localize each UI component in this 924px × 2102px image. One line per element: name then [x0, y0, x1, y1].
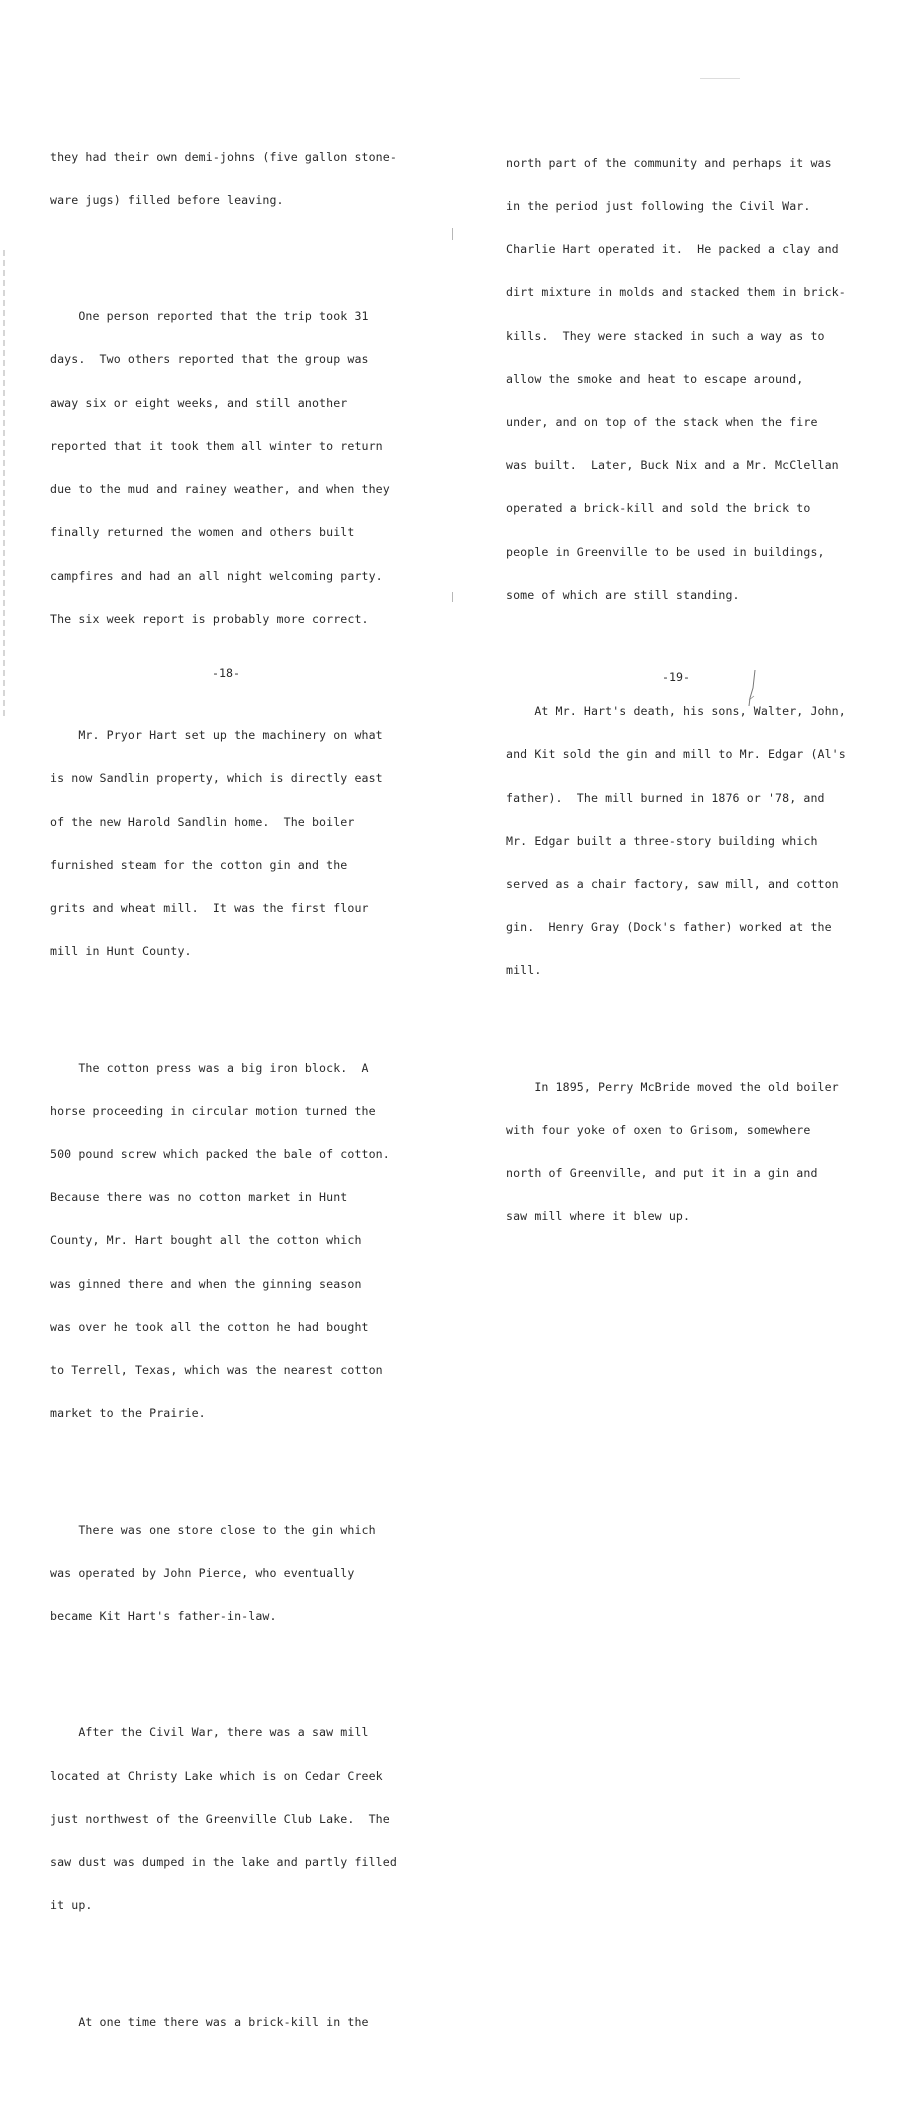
text-line: market to the Prairie. — [50, 1406, 206, 1421]
text-line: In 1895, Perry McBride moved the old boiler — [506, 1079, 839, 1094]
text-line: north part of the community and perhaps it was — [506, 155, 832, 170]
paragraph — [506, 675, 846, 1006]
text-line: There was one store close to the gin which — [50, 1522, 376, 1537]
paragraph — [50, 1986, 397, 2058]
binding-edge — [3, 250, 5, 720]
text-line: of the new Harold Sandlin home. The boiler — [50, 814, 355, 829]
text-line: became Kit Hart's father-in-law. — [50, 1609, 277, 1624]
right-page-text — [506, 98, 846, 1297]
text-line: is now Sandlin property, which is directly east — [50, 771, 383, 786]
text-line: The cotton press was a big iron block. A — [50, 1060, 369, 1075]
text-line: County, Mr. Hart bought all the cotton which — [50, 1233, 362, 1248]
text-line: operated a brick-kill and sold the brick to — [506, 501, 811, 516]
left-page-text — [50, 92, 397, 2102]
text-line: 500 pound screw which packed the bale of cotton. — [50, 1146, 390, 1161]
text-line: days. Two others reported that the group was — [50, 352, 369, 367]
text-line: was ginned there and when the ginning season — [50, 1276, 362, 1291]
text-line: Charlie Hart operated it. He packed a clay and — [506, 242, 839, 257]
text-line: allow the smoke and heat to escape around, — [506, 371, 804, 386]
text-line: dirt mixture in molds and stacked them in brick- — [506, 285, 846, 300]
text-line: horse proceeding in circular motion turned the — [50, 1103, 376, 1118]
text-line: One person reported that the trip took 31 — [50, 309, 369, 324]
text-line: furnished steam for the cotton gin and the — [50, 857, 348, 872]
paragraph — [50, 1697, 397, 1942]
text-line: with four yoke of oxen to Grisom, somewhere — [506, 1123, 811, 1138]
left-page — [0, 0, 452, 2029]
text-line: under, and on top of the stack when the fire — [506, 414, 818, 429]
pencil-mark — [746, 668, 760, 708]
text-line: reported that it took them all winter to return — [50, 438, 383, 453]
text-line: and Kit sold the gin and mill to Mr. Edgar (Al's — [506, 747, 846, 762]
paragraph — [50, 699, 397, 987]
text-line: to Terrell, Texas, which was the nearest cotton — [50, 1363, 383, 1378]
text-line: At one time there was a brick-kill in the — [50, 2014, 369, 2029]
text-line: The six week report is probably more correct. — [50, 611, 369, 626]
text-line: north of Greenville, and put it in a gin and — [506, 1166, 818, 1181]
paragraph — [506, 1051, 846, 1253]
text-line: mill. — [506, 963, 542, 978]
scan-smudge — [700, 78, 740, 79]
text-line: just northwest of the Greenville Club Lake. The — [50, 1811, 390, 1826]
text-line: due to the mud and rainey weather, and when they — [50, 482, 390, 497]
text-line: finally returned the women and others built — [50, 525, 355, 540]
right-page — [452, 0, 924, 1224]
text-line: saw mill where it blew up. — [506, 1209, 691, 1224]
text-line: served as a chair factory, saw mill, and cotton — [506, 877, 839, 892]
text-line: located at Christy Lake which is on Cedar Creek — [50, 1768, 383, 1783]
text-line: After the Civil War, there was a saw mill — [50, 1725, 369, 1740]
text-line: Because there was no cotton market in Hunt — [50, 1190, 348, 1205]
text-line: father). The mill burned in 1876 or '78, and — [506, 790, 825, 805]
paragraph — [506, 127, 846, 631]
text-line: Mr. Edgar built a three-story building which — [506, 833, 818, 848]
text-line: was operated by John Pierce, who eventually — [50, 1565, 355, 1580]
text-line: campfires and had an all night welcoming party. — [50, 568, 383, 583]
text-line: saw dust was dumped in the lake and partly filled — [50, 1855, 397, 1870]
text-line: Mr. Pryor Hart set up the machinery on what — [50, 728, 383, 743]
text-line: some of which are still standing. — [506, 587, 740, 602]
text-line: was built. Later, Buck Nix and a Mr. McClellan — [506, 458, 839, 473]
text-line: At Mr. Hart's death, his sons, Walter, John, — [506, 704, 846, 719]
text-line: it up. — [50, 1898, 93, 1913]
text-line: they had their own demi-johns (five gallon stone- — [50, 149, 397, 164]
text-line: kills. They were stacked in such a way as to — [506, 328, 825, 343]
page-number: -19- — [662, 670, 690, 684]
text-line: was over he took all the cotton he had bought — [50, 1319, 369, 1334]
paragraph — [50, 280, 397, 655]
text-line: gin. Henry Gray (Dock's father) worked at the — [506, 920, 832, 935]
paragraph — [50, 1494, 397, 1652]
text-line: mill in Hunt County. — [50, 944, 192, 959]
text-line: ware jugs) filled before leaving. — [50, 192, 284, 207]
paragraph — [50, 121, 397, 236]
text-line: grits and wheat mill. It was the first flour — [50, 900, 369, 915]
text-line: away six or eight weeks, and still another — [50, 395, 348, 410]
text-line: people in Greenville to be used in buildings, — [506, 544, 825, 559]
text-line: in the period just following the Civil War. — [506, 198, 811, 213]
page-number: -18- — [212, 666, 240, 680]
paragraph — [50, 1032, 397, 1450]
